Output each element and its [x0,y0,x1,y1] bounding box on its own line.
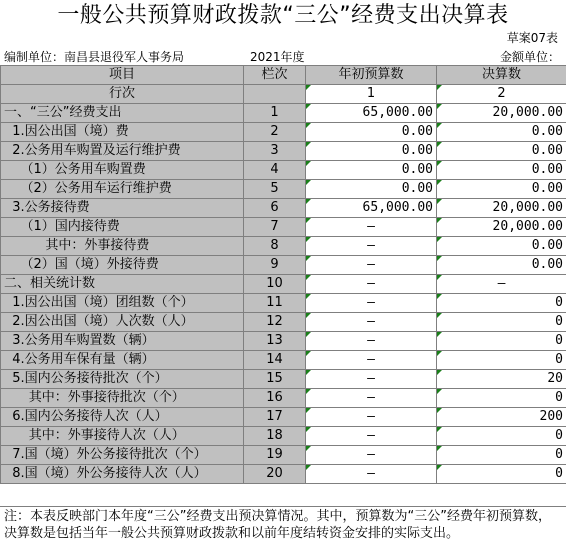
row-item-label[interactable]: 一、“三公”经费支出 [1,104,244,123]
row-budget-value[interactable]: – [306,275,437,294]
row-item-label[interactable]: 2.公务用车购置及运行维护费 [1,142,244,161]
table-row [1,104,566,123]
row-item-label[interactable]: 3.公务接待费 [1,199,244,218]
row-final-value[interactable]: 0.00 [437,256,566,275]
row-final-value[interactable]: 0.00 [437,180,566,199]
row-final-value[interactable]: 0 [437,351,566,370]
row-item-label[interactable]: （1）公务用车购置费 [1,161,244,180]
row-number[interactable]: 18 [244,427,306,446]
row-item-label[interactable]: 其中：外事接待费 [1,237,244,256]
table-row [1,180,566,199]
row-item-label[interactable]: 8.国（境）外公务接待人次（人） [1,465,244,484]
row-number[interactable]: 13 [244,332,306,351]
row-item-label[interactable]: 5.国内公务接待批次（个） [1,370,244,389]
row-budget-value[interactable]: – [306,313,437,332]
row-item-label[interactable]: （1）国内接待费 [1,218,244,237]
row-number[interactable]: 4 [244,161,306,180]
row-budget-value[interactable]: 65,000.00 [306,104,437,123]
row-final-value[interactable]: 0 [437,313,566,332]
row-budget-value[interactable]: – [306,294,437,313]
row-number[interactable]: 6 [244,199,306,218]
row-item-label[interactable]: （2）国（境）外接待费 [1,256,244,275]
table-row [1,389,566,408]
row-final-value[interactable]: 200 [437,408,566,427]
row-number[interactable]: 17 [244,408,306,427]
row-budget-value[interactable]: – [306,256,437,275]
row-final-value[interactable]: 0 [437,427,566,446]
row-final-value[interactable]: 20,000.00 [437,199,566,218]
row-item-label[interactable]: 1.因公出国（境）团组数（个） [1,294,244,313]
row-number[interactable]: 16 [244,389,306,408]
column-header-final[interactable]: 决算数 [437,66,566,85]
table-row [1,199,566,218]
table-row [1,408,566,427]
row-item-label[interactable]: 2.因公出国（境）人次数（人） [1,313,244,332]
table-row [1,275,566,294]
row-number[interactable]: 2 [244,123,306,142]
row-number[interactable]: 8 [244,237,306,256]
row-final-value[interactable]: 0.00 [437,237,566,256]
row-item-label[interactable]: 6.国内公务接待人次（人） [1,408,244,427]
table-row [1,351,566,370]
row-number[interactable]: 20 [244,465,306,484]
row-budget-value[interactable]: 0.00 [306,123,437,142]
table-row [1,313,566,332]
page-title: 一般公共预算财政拨款“三公”经费支出决算表 [57,3,509,28]
row-budget-value[interactable]: 0.00 [306,161,437,180]
column-header-item[interactable]: 项目 [1,66,244,85]
row-budget-value[interactable]: – [306,408,437,427]
table-row [1,123,566,142]
note-divider [0,506,566,507]
row-budget-value[interactable]: – [306,237,437,256]
table-row [1,142,566,161]
table-row [1,370,566,389]
table-row [1,237,566,256]
row-item-label[interactable]: 二、相关统计数 [1,275,244,294]
row-item-label[interactable]: 3.公务用车购置数（辆） [1,332,244,351]
table-row [1,294,566,313]
amount-unit: 金额单位： [499,50,560,64]
column-header-row-no[interactable]: 栏次 [244,66,306,85]
row-final-value[interactable]: 0 [437,465,566,484]
row-budget-value[interactable]: – [306,446,437,465]
row-final-value[interactable]: 0 [437,332,566,351]
row-budget-value[interactable]: 0.00 [306,180,437,199]
table-note: 注：本表反映部门本年度“三公”经费支出预决算情况。其中，预算数为“三公”经费年初预算数，决算数是包括当年一般公共预算财政拨款和以前年度结转资金安排的实际支出。 [4,509,551,541]
column-index-row [1,85,566,104]
row-number[interactable]: 1 [244,104,306,123]
row-number[interactable]: 5 [244,180,306,199]
expenditure-table [0,65,566,484]
row-number[interactable]: 15 [244,370,306,389]
row-number[interactable]: 19 [244,446,306,465]
row-number[interactable]: 7 [244,218,306,237]
column-header-budget[interactable]: 年初预算数 [306,66,437,85]
row-final-value[interactable]: 0.00 [437,161,566,180]
row-final-value[interactable]: – [437,275,566,294]
row-item-label[interactable]: 其中：外事接待批次（个） [1,389,244,408]
form-number: 草案07表 [506,31,558,45]
row-number[interactable]: 14 [244,351,306,370]
column-index-budget[interactable]: 1 [306,85,437,104]
table-row [1,256,566,275]
row-item-label[interactable]: 1.因公出国（境）费 [1,123,244,142]
row-number[interactable]: 11 [244,294,306,313]
table-row [1,446,566,465]
row-final-value[interactable]: 20,000.00 [437,104,566,123]
table-row [1,161,566,180]
column-index-final[interactable]: 2 [437,85,566,104]
row-number[interactable]: 3 [244,142,306,161]
row-item-label[interactable]: （2）公务用车运行维护费 [1,180,244,199]
row-final-value[interactable]: 20,000.00 [437,218,566,237]
table-row [1,332,566,351]
row-budget-value[interactable]: – [306,427,437,446]
row-number[interactable]: 9 [244,256,306,275]
row-budget-value[interactable]: – [306,465,437,484]
fiscal-year: 2021年度 [250,50,305,64]
table-row [1,465,566,484]
row-final-value[interactable]: 0.00 [437,123,566,142]
row-final-value[interactable]: 0 [437,389,566,408]
row-item-label[interactable]: 其中：外事接待人次（人） [1,427,244,446]
row-item-label[interactable]: 4.公务用车保有量（辆） [1,351,244,370]
column-header-row [1,66,566,85]
row-number[interactable]: 10 [244,275,306,294]
row-budget-value[interactable]: – [306,389,437,408]
column-index-label[interactable]: 行次 [1,85,244,104]
column-index-empty[interactable] [244,85,306,104]
compiling-unit: 编制单位：南昌县退役军人事务局 [4,50,185,64]
row-budget-value[interactable]: 0.00 [306,142,437,161]
row-final-value[interactable]: 0 [437,294,566,313]
row-item-label[interactable]: 7.国（境）外公务接待批次（个） [1,446,244,465]
row-budget-value[interactable]: 65,000.00 [306,199,437,218]
table-row [1,427,566,446]
row-budget-value[interactable]: – [306,351,437,370]
row-final-value[interactable]: 0 [437,446,566,465]
row-final-value[interactable]: 0.00 [437,142,566,161]
row-budget-value[interactable]: – [306,370,437,389]
row-budget-value[interactable]: – [306,332,437,351]
row-final-value[interactable]: 20 [437,370,566,389]
row-budget-value[interactable]: – [306,218,437,237]
table-row [1,218,566,237]
row-number[interactable]: 12 [244,313,306,332]
